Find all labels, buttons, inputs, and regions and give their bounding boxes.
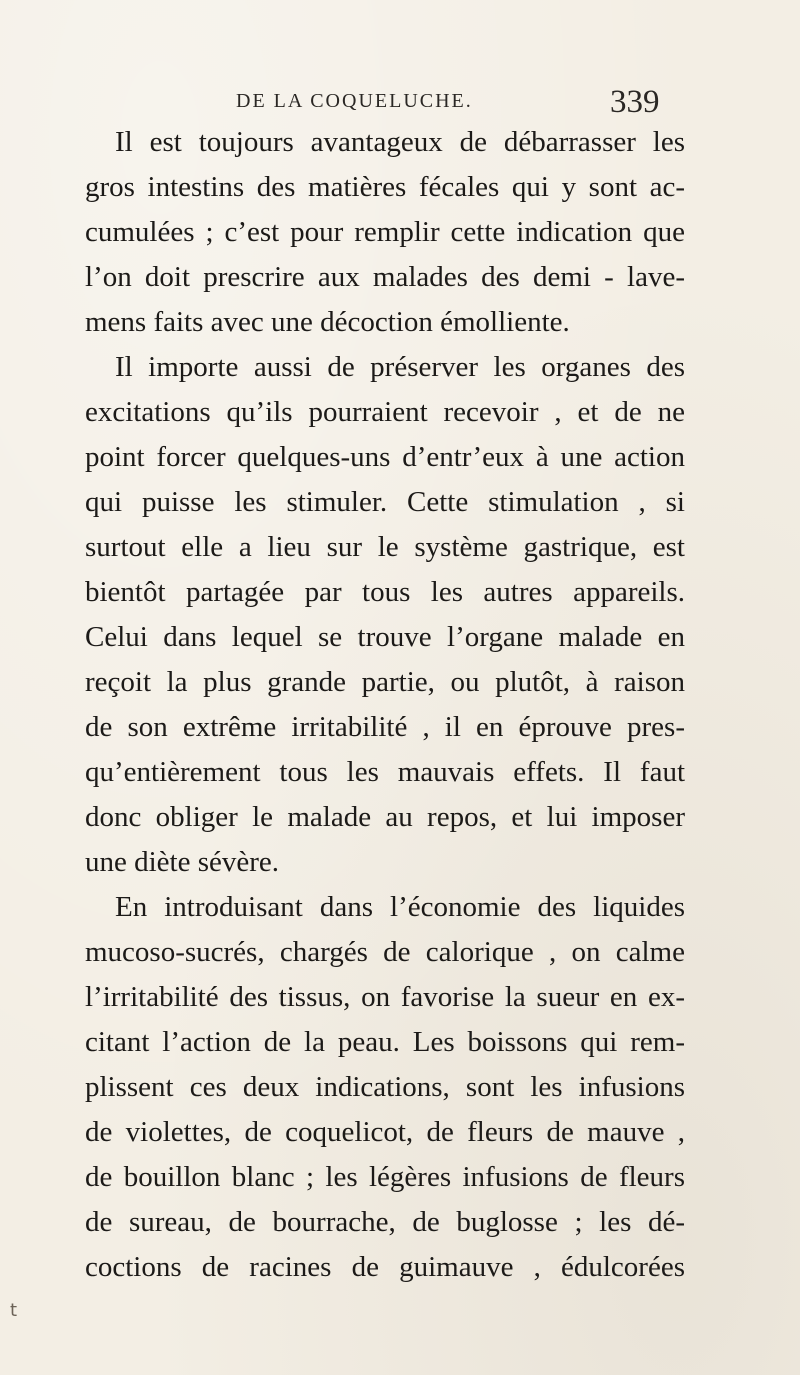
text-line: excitations qu’ils pourraient recevoir , et de ne bbox=[85, 396, 685, 428]
text-line: une diète sévère. bbox=[85, 846, 280, 878]
text-line: de bouillon blanc ; les légères infusions de fleurs bbox=[85, 1161, 685, 1193]
text-line: de violettes, de coquelicot, de fleurs de mauve , bbox=[85, 1116, 685, 1148]
text-line: mens faits avec une décoction émolliente. bbox=[85, 306, 570, 338]
text-line: Celui dans lequel se trouve l’organe malade en bbox=[85, 621, 685, 653]
page-number: 339 bbox=[610, 84, 660, 120]
text-line: citant l’action de la peau. Les boissons qui rem- bbox=[85, 1026, 685, 1058]
text-line: gros intestins des matières fécales qui y sont ac- bbox=[85, 171, 685, 203]
text-line: bientôt partagée par tous les autres appareils. bbox=[85, 576, 685, 608]
text-line: Il importe aussi de préserver les organes des bbox=[115, 351, 685, 383]
text-line: surtout elle a lieu sur le système gastrique, est bbox=[85, 531, 685, 563]
text-line: En introduisant dans l’économie des liquides bbox=[115, 891, 685, 923]
text-line: Il est toujours avantageux de débarrasser les bbox=[115, 126, 685, 158]
text-line: donc obliger le malade au repos, et lui imposer bbox=[85, 801, 685, 833]
text-line: reçoit la plus grande partie, ou plutôt, à raison bbox=[85, 666, 685, 698]
text-line: qui puisse les stimuler. Cette stimulation , si bbox=[85, 486, 685, 518]
body-text bbox=[85, 120, 685, 1290]
text-line: plissent ces deux indications, sont les infusions bbox=[85, 1071, 685, 1103]
text-line: qu’entièrement tous les mauvais effets. Il faut bbox=[85, 756, 685, 788]
text-line: mucoso-sucrés, chargés de calorique , on calme bbox=[85, 936, 685, 968]
text-line: de sureau, de bourrache, de buglosse ; les dé- bbox=[85, 1206, 685, 1238]
text-line: de son extrême irritabilité , il en éprouve pres- bbox=[85, 711, 685, 743]
text-line: l’irritabilité des tissus, on favorise la sueur en ex- bbox=[85, 981, 685, 1013]
text-line: coctions de racines de guimauve , édulcorées bbox=[85, 1251, 685, 1283]
text-line: cumulées ; c’est pour remplir cette indication que bbox=[85, 216, 685, 248]
margin-mark: t bbox=[10, 1300, 18, 1321]
text-line: point forcer quelques-uns d’entr’eux à une action bbox=[85, 441, 685, 473]
text-line: l’on doit prescrire aux malades des demi - lave- bbox=[85, 261, 685, 293]
running-head: DE LA COQUELUCHE. bbox=[236, 90, 473, 112]
